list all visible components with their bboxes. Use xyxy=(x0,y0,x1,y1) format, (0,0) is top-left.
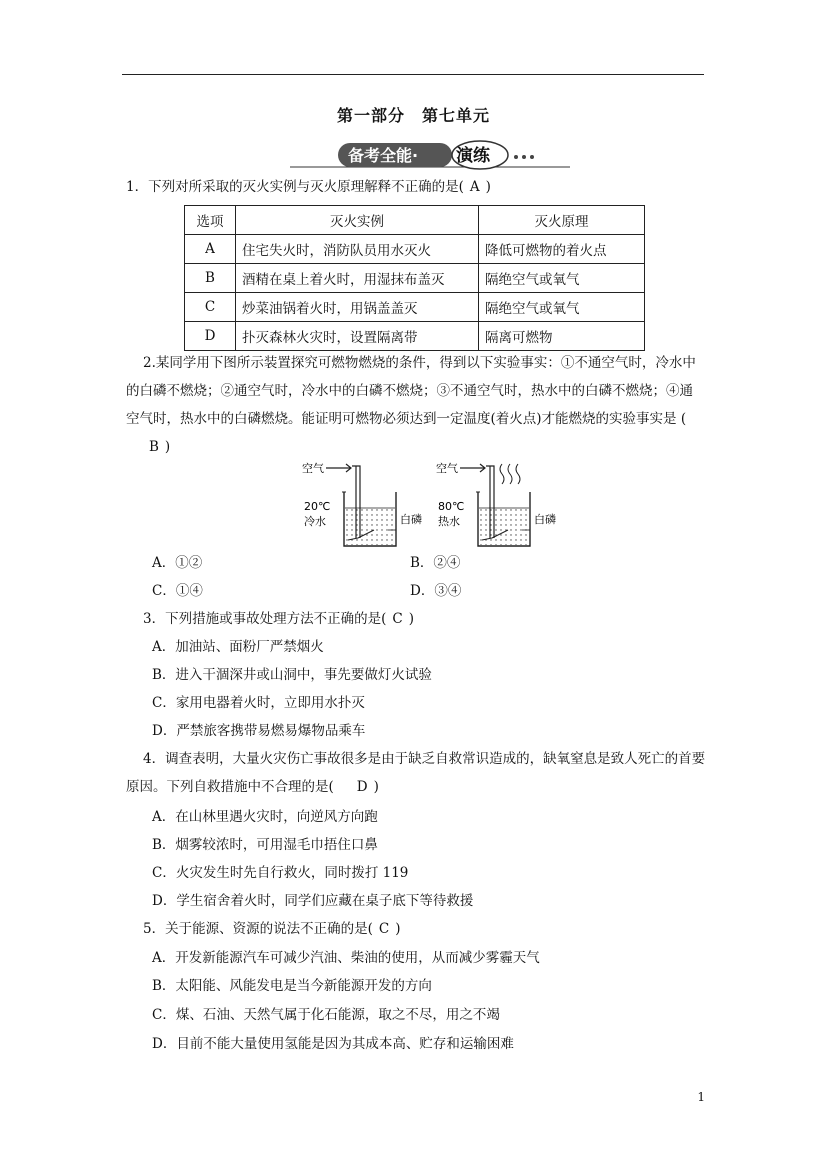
q4-answer: D xyxy=(356,779,368,795)
question-3-stem xyxy=(143,605,414,633)
table-row xyxy=(185,322,645,351)
section-banner xyxy=(290,140,570,170)
banner-right-text: 演练 xyxy=(456,146,490,166)
hot-water-beaker xyxy=(436,461,556,546)
q5-stem-text: 5．关于能源、资源的说法不正确的是( xyxy=(143,921,373,937)
q5-answer: C xyxy=(378,921,390,937)
question-5-stem xyxy=(143,915,400,943)
air-label-right: 空气 xyxy=(436,462,458,475)
cold-water-beaker xyxy=(302,461,422,546)
q4-option-d: D．学生宿舍着火时，同学们应藏在桌子底下等待救援 xyxy=(152,893,474,909)
question-4-stem xyxy=(126,745,706,801)
q4-close: ) xyxy=(373,779,379,795)
table-row xyxy=(185,235,645,264)
q1-answer: A xyxy=(469,179,480,195)
q2-answer: B xyxy=(149,439,159,455)
q2-stem-text: 2.某同学用下图所示装置探究可燃物燃烧的条件，得到以下实验事实：①不通空气时，冷水中的白磷不燃烧；②通空气时，冷水中的白磷不燃烧；③不通空气时，热水中的白磷不燃烧；④通空气时，热水中的白磷燃烧。能证明可燃物必须达到一定温度(着火点)才能燃烧的实验事实是 ( xyxy=(126,355,696,427)
header-rule xyxy=(122,74,704,75)
table-header: 选项 xyxy=(185,206,236,235)
experiment-figure xyxy=(300,458,562,550)
table-cell: 炒菜油锅着火时，用锅盖盖灭 xyxy=(236,293,479,322)
q4-option-b: B．烟雾较浓时，可用湿毛巾捂住口鼻 xyxy=(152,837,378,853)
phosphorus-label-right: 白磷 xyxy=(534,513,556,526)
page-number: 1 xyxy=(697,1090,705,1104)
table-cell: 扑灭森林火灾时，设置隔离带 xyxy=(236,322,479,351)
banner-left-text: 备考全能· xyxy=(348,146,419,165)
table-cell: 酒精在桌上着火时，用湿抹布盖灭 xyxy=(236,264,479,293)
q1-close: ) xyxy=(485,179,491,195)
temp-label-right: 80℃ xyxy=(438,500,465,513)
q3-option-c: C．家用电器着火时，立即用水扑灭 xyxy=(152,695,365,711)
table-cell: 隔绝空气或氧气 xyxy=(479,293,645,322)
q5-option-a: A．开发新能源汽车可减少汽油、柴油的使用，从而减少雾霾天气 xyxy=(152,950,540,966)
table-cell: B xyxy=(185,264,236,293)
question-2-stem xyxy=(126,349,706,461)
table-cell: 降低可燃物的着火点 xyxy=(479,235,645,264)
table-cell: 住宅失火时，消防队员用水灭火 xyxy=(236,235,479,264)
q3-option-d: D．严禁旅客携带易燃易爆物品乘车 xyxy=(152,723,366,739)
q3-option-a: A．加油站、面粉厂严禁烟火 xyxy=(152,639,324,655)
q5-option-c: C．煤、石油、天然气属于化石能源，取之不尽，用之不竭 xyxy=(152,1007,500,1023)
q4-option-a: A．在山林里遇火灾时，向逆风方向跑 xyxy=(152,809,378,825)
air-label-left: 空气 xyxy=(302,462,324,475)
q2-close: ) xyxy=(164,439,171,455)
table-cell: 隔绝空气或氧气 xyxy=(479,264,645,293)
table-row xyxy=(185,293,645,322)
q3-stem-text: 3．下列措施或事故处理方法不正确的是( xyxy=(143,611,387,627)
q5-option-d: D．目前不能大量使用氢能是因为其成本高、贮存和运输困难 xyxy=(152,1036,514,1052)
question-1-stem xyxy=(126,173,491,201)
table-header: 灭火实例 xyxy=(236,206,479,235)
q2-option-c: C．①④ xyxy=(152,583,203,599)
table-cell: D xyxy=(185,322,236,351)
q2-option-b: B．②④ xyxy=(410,555,461,571)
table-header-row xyxy=(185,206,645,235)
q4-option-c: C．火灾发生时先自行救火，同时拨打 119 xyxy=(152,865,409,881)
page-title: 第一部分 第七单元 xyxy=(336,106,490,125)
temp-label-left: 20℃ xyxy=(304,500,331,513)
table-header: 灭火原理 xyxy=(479,206,645,235)
table-cell: A xyxy=(185,235,236,264)
table-cell: C xyxy=(185,293,236,322)
q2-option-d: D．③④ xyxy=(410,583,462,599)
table-cell: 隔离可燃物 xyxy=(479,322,645,351)
q3-close: ) xyxy=(408,611,414,627)
water-label-right: 热水 xyxy=(438,515,460,528)
q2-option-a: A．①② xyxy=(152,555,203,571)
q1-table xyxy=(184,205,645,351)
phosphorus-label-left: 白磷 xyxy=(400,513,422,526)
water-label-left: 冷水 xyxy=(304,515,326,528)
q5-option-b: B．太阳能、风能发电是当今新能源开发的方向 xyxy=(152,978,432,994)
q3-option-b: B．进入干涸深井或山洞中，事先要做灯火试验 xyxy=(152,667,432,683)
q3-answer: C xyxy=(392,611,403,627)
table-row xyxy=(185,264,645,293)
q1-stem-text: 1．下列对所采取的灭火实例与灭火原理解释不正确的是( xyxy=(126,179,464,195)
q4-stem-text: 4．调查表明，大量火灾伤亡事故很多是由于缺乏自救常识造成的，缺氧窒息是致人死亡的首要原因。下列自救措施中不合理的是( xyxy=(126,751,706,795)
q5-close: ) xyxy=(395,921,401,937)
